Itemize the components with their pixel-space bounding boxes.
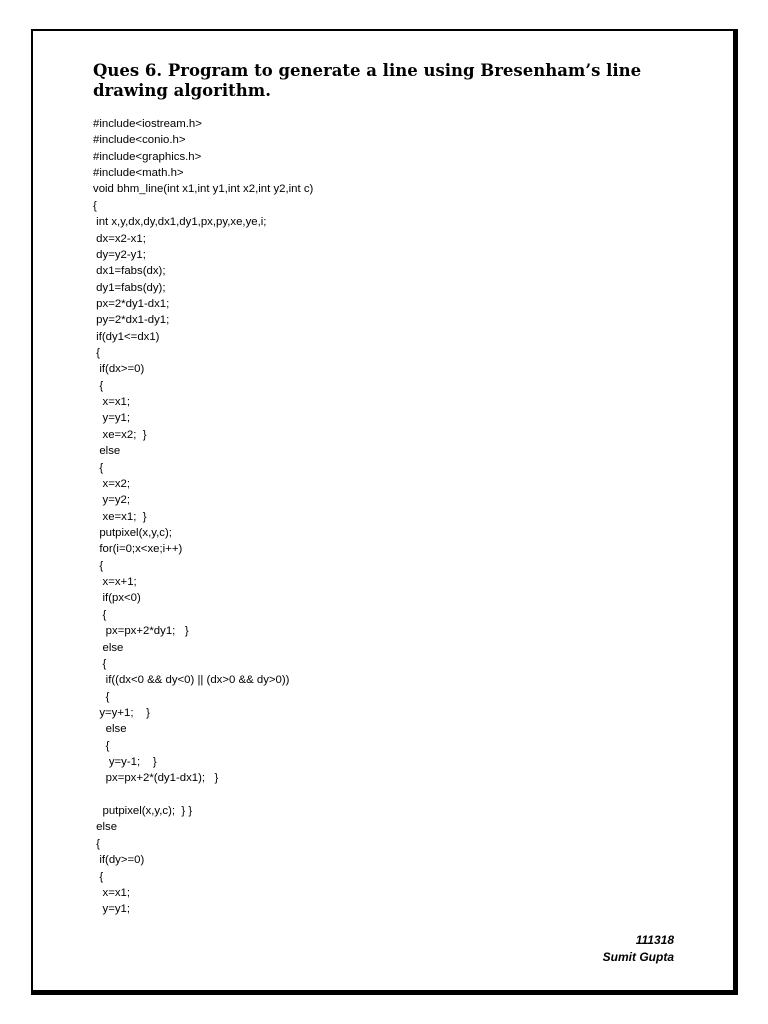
- code-line: {: [93, 461, 104, 474]
- code-line: x=x1;: [93, 886, 131, 899]
- code-line: {: [93, 608, 107, 621]
- code-line: px=px+2*(dy1-dx1); }: [93, 772, 219, 785]
- code-line: dy=y2-y1;: [93, 248, 146, 261]
- code-line: putpixel(x,y,c);: [93, 526, 172, 539]
- code-line: x=x+1;: [93, 576, 137, 589]
- code-line: x=x1;: [93, 396, 131, 409]
- code-line: y=y1;: [93, 903, 131, 916]
- code-line: py=2*dx1-dy1;: [93, 314, 170, 327]
- code-line: {: [93, 559, 104, 572]
- code-line: if(dx>=0): [93, 363, 145, 376]
- code-line: dx1=fabs(dx);: [93, 265, 166, 278]
- question-heading: Ques 6. Program to generate a line using Bresenham’s line drawing algorithm.: [93, 61, 642, 100]
- author-name: Sumit Gupta: [602, 950, 674, 964]
- code-line: else: [93, 821, 118, 834]
- code-line: xe=x2; }: [93, 428, 147, 441]
- code-line: {: [93, 837, 100, 850]
- code-line: #include<graphics.h>: [93, 150, 202, 163]
- code-line: px=2*dy1-dx1;: [93, 297, 170, 310]
- code-line: {: [93, 347, 100, 360]
- code-line: else: [93, 445, 121, 458]
- code-line: {: [93, 199, 97, 212]
- roll-number: 111318: [635, 933, 674, 947]
- code-line: y=y1;: [93, 412, 131, 425]
- author-footer: [603, 932, 674, 966]
- code-line: {: [93, 379, 104, 392]
- code-line: x=x2;: [93, 477, 131, 490]
- code-line: #include<math.h>: [93, 167, 184, 180]
- code-line: void bhm_line(int x1,int y1,int x2,int y2,int c): [93, 183, 314, 196]
- code-line: else: [93, 723, 127, 736]
- code-line: for(i=0;x<xe;i++): [93, 543, 183, 556]
- code-line: [93, 787, 653, 803]
- code-line: int x,y,dx,dy,dx1,dy1,px,py,xe,ye,i;: [93, 216, 267, 229]
- code-line: if(dy1<=dx1): [93, 330, 160, 343]
- code-line: y=y2;: [93, 494, 131, 507]
- code-line: if(dy>=0): [93, 854, 145, 867]
- code-line: y=y+1; }: [93, 706, 150, 719]
- code-line: {: [93, 657, 107, 670]
- code-line: #include<iostream.h>: [93, 118, 202, 130]
- code-line: px=px+2*dy1; }: [93, 625, 189, 638]
- code-line: if(px<0): [93, 592, 141, 605]
- code-line: {: [93, 739, 110, 752]
- code-line: {: [93, 690, 110, 703]
- code-line: dy1=fabs(dy);: [93, 281, 166, 294]
- code-line: putpixel(x,y,c); } }: [93, 805, 193, 818]
- code-line: y=y-1; }: [93, 756, 157, 769]
- code-line: dx=x2-x1;: [93, 232, 146, 245]
- code-line: if((dx<0 && dy<0) || (dx>0 && dy>0)): [93, 674, 290, 687]
- code-listing: [93, 116, 653, 918]
- code-line: {: [93, 870, 104, 883]
- code-line: xe=x1; }: [93, 510, 147, 523]
- code-line: #include<conio.h>: [93, 134, 186, 147]
- code-line: else: [93, 641, 124, 654]
